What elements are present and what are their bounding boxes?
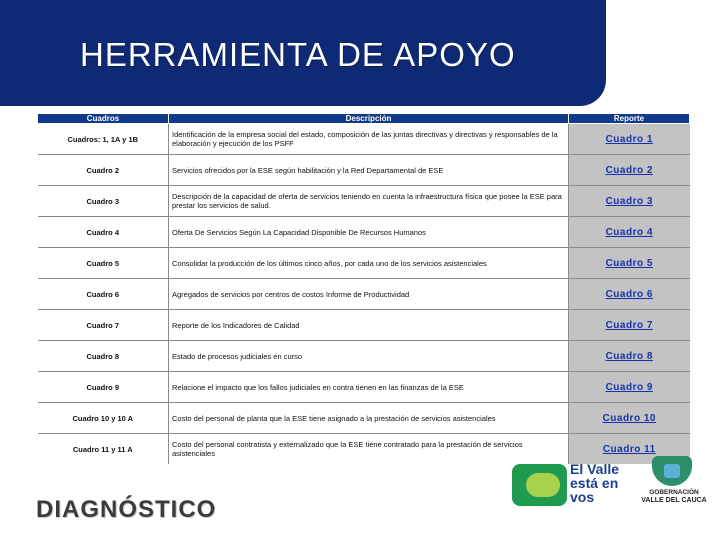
- reporte-link[interactable]: Cuadro 4: [605, 226, 653, 238]
- descripcion-cell: Costo del personal contratista y externalizado que la ESE tiene contratado para la prestación de servicios asistenciales: [169, 434, 569, 465]
- coat-of-arms-icon: [652, 456, 692, 486]
- reporte-link[interactable]: Cuadro 6: [605, 288, 653, 300]
- reporte-cell: [569, 217, 690, 248]
- table-row: [38, 155, 690, 186]
- cuadro-cell: Cuadro 3: [38, 186, 169, 217]
- descripcion-cell: Estado de procesos judiciales en curso: [169, 341, 569, 372]
- cuadro-cell: Cuadro 5: [38, 248, 169, 279]
- reporte-cell: [569, 155, 690, 186]
- reporte-cell: [569, 124, 690, 155]
- valle-logo-icon: [512, 464, 567, 506]
- descripcion-cell: Agregados de servicios por centros de costos Informe de Productividad: [169, 279, 569, 310]
- reporte-cell: [569, 279, 690, 310]
- diagnostico-label: DIAGNÓSTICO: [36, 496, 217, 523]
- el-valle-esta-en-vos-logo: [512, 460, 632, 508]
- valle-del-cauca-label: VALLE DEL CAUCA: [641, 497, 707, 504]
- cuadro-cell: Cuadro 9: [38, 372, 169, 403]
- table-row: [38, 248, 690, 279]
- table-row: [38, 372, 690, 403]
- descripcion-cell: Relacione el impacto que los fallos judiciales en contra tienen en las finanzas de la ESE: [169, 372, 569, 403]
- tools-table: [37, 113, 689, 463]
- table-row: [38, 279, 690, 310]
- reporte-link[interactable]: Cuadro 11: [602, 443, 656, 455]
- cuadro-cell: Cuadros: 1, 1A y 1B: [38, 124, 169, 155]
- column-header-descripcion: Descripción: [169, 114, 569, 124]
- cuadro-cell: Cuadro 7: [38, 310, 169, 341]
- table-header-row: [38, 114, 690, 124]
- reporte-cell: [569, 341, 690, 372]
- cuadro-cell: Cuadro 6: [38, 279, 169, 310]
- descripcion-cell: Identificación de la empresa social del estado, composición de las juntas directivas y directivas y responsables de la elaboración y ejecución de los PSFF: [169, 124, 569, 155]
- reporte-link[interactable]: Cuadro 1: [605, 133, 653, 145]
- descripcion-cell: Descripción de la capacidad de oferta de servicios teniendo en cuenta la infraestructura física que posee la ESE para prestar los servicios de salud.: [169, 186, 569, 217]
- reporte-cell: [569, 372, 690, 403]
- reporte-link[interactable]: Cuadro 10: [602, 412, 656, 424]
- table-row: [38, 403, 690, 434]
- descripcion-cell: Oferta De Servicios Según La Capacidad Disponible De Recursos Humanos: [169, 217, 569, 248]
- table-row: [38, 310, 690, 341]
- table-row: [38, 341, 690, 372]
- cuadro-cell: Cuadro 11 y 11 A: [38, 434, 169, 465]
- cuadro-cell: Cuadro 4: [38, 217, 169, 248]
- reporte-cell: [569, 403, 690, 434]
- valle-logo-text: El Valle está en vos: [570, 461, 620, 505]
- reporte-cell: [569, 248, 690, 279]
- descripcion-cell: Costo del personal de planta que la ESE tiene asignado a la prestación de servicios asistenciales: [169, 403, 569, 434]
- reporte-link[interactable]: Cuadro 7: [605, 319, 653, 331]
- cuadro-cell: Cuadro 2: [38, 155, 169, 186]
- gobernacion-logo: [636, 456, 712, 508]
- gobernacion-label: GOBERNACIÓN: [649, 489, 699, 496]
- reporte-cell: [569, 186, 690, 217]
- slide-title: HERRAMIENTA DE APOYO: [80, 36, 516, 73]
- cuadro-cell: Cuadro 8: [38, 341, 169, 372]
- reporte-link[interactable]: Cuadro 5: [605, 257, 653, 269]
- descripcion-cell: Servicios ofrecidos por la ESE según habilitación y la Red Departamental de ESE: [169, 155, 569, 186]
- reporte-link[interactable]: Cuadro 3: [605, 195, 653, 207]
- reporte-link[interactable]: Cuadro 2: [605, 164, 653, 176]
- column-header-reporte: Reporte: [569, 114, 690, 124]
- descripcion-cell: Consolidar la producción de los últimos cinco años, por cada uno de los servicios asistenciales: [169, 248, 569, 279]
- descripcion-cell: Reporte de los Indicadores de Calidad: [169, 310, 569, 341]
- cuadro-cell: Cuadro 10 y 10 A: [38, 403, 169, 434]
- table-row: [38, 217, 690, 248]
- reporte-link[interactable]: Cuadro 8: [605, 350, 653, 362]
- column-header-cuadros: Cuadros: [38, 114, 169, 124]
- table-row: [38, 186, 690, 217]
- table-row: [38, 124, 690, 155]
- reporte-link[interactable]: Cuadro 9: [605, 381, 653, 393]
- title-banner: [0, 0, 606, 106]
- reporte-cell: [569, 310, 690, 341]
